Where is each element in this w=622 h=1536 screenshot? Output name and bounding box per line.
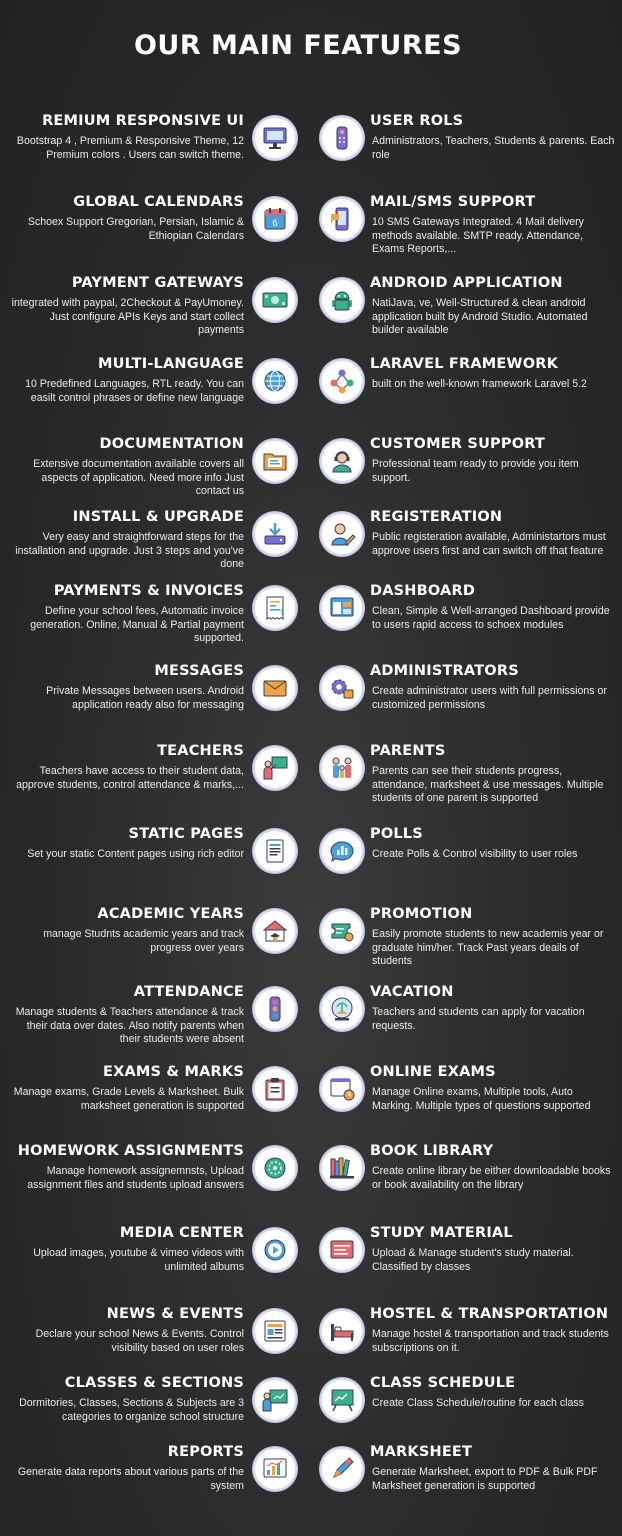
- money-bill-icon: [253, 278, 297, 322]
- document-page-icon: [253, 829, 297, 873]
- feature-dashboard: [370, 582, 616, 632]
- feature-description: Create Polls & Control visibility to user roles: [372, 848, 578, 860]
- feature-classes-sections: [8, 1374, 244, 1424]
- feature-online-exams: [370, 1063, 616, 1113]
- family-icon: [320, 746, 364, 790]
- feature-description: Manage students & Teachers attendance & track their data over dates. Also notify parents when their students were absent: [15, 1006, 244, 1045]
- feature-description: Teachers have access to their student data, approve students, control attendance & marks,...: [16, 765, 244, 791]
- monitor-icon: [253, 116, 297, 160]
- feature-row: [0, 1063, 622, 1143]
- feature-row: [0, 905, 622, 985]
- school-building-icon: [253, 909, 297, 953]
- feature-title: ACADEMIC YEARS: [97, 906, 244, 922]
- feature-description: Bootstrap 4 , Premium & Responsive Theme, 12 Premium colors . Users can switch theme.: [16, 135, 244, 161]
- feature-row: [0, 1142, 622, 1222]
- feature-hostel-transportation: [370, 1305, 616, 1355]
- feature-row: [0, 1224, 622, 1304]
- feature-exams-marks: [8, 1063, 244, 1113]
- feature-promotion: [370, 905, 616, 969]
- teacher-board-icon: [253, 746, 297, 790]
- feature-description: Private Messages between users. Android application ready also for messaging: [46, 685, 244, 711]
- feature-description: Set your static Content pages using rich editor: [27, 848, 244, 860]
- feature-description: 10 Predefined Languages, RTL ready. You can easilt control phrases or define new language: [25, 378, 244, 404]
- feature-description: Define your school fees, Automatic invoice generation. Online, Manual & Partial payment supported.: [30, 605, 244, 644]
- android-icon: [320, 278, 364, 322]
- feature-description: Dormitories, Classes, Sections & Subjects are 3 categories to organize school structure: [19, 1397, 244, 1423]
- remote-control-icon: [320, 116, 364, 160]
- feature-install-upgrade: [8, 508, 244, 572]
- feature-row: [0, 1443, 622, 1523]
- feature-title: BOOK LIBRARY: [370, 1143, 494, 1159]
- vacation-globe-icon: [320, 987, 364, 1031]
- feature-title: ATTENDANCE: [133, 984, 244, 1000]
- feature-title: REPORTS: [167, 1444, 244, 1460]
- svg-text:6: [272, 219, 278, 229]
- feature-vacation: [370, 983, 616, 1033]
- feature-title: INSTALL & UPGRADE: [72, 509, 244, 525]
- feature-reports: [8, 1443, 244, 1493]
- dashboard-icon: [320, 586, 364, 630]
- feature-row: [0, 274, 622, 354]
- feature-description: Administrators, Teachers, Students & parents. Each role: [372, 135, 615, 161]
- feature-academic-years: [8, 905, 244, 955]
- feature-laravel-framework: [370, 355, 616, 392]
- admin-gear-icon: [320, 666, 364, 710]
- feature-multi-language: [8, 355, 244, 405]
- notes-board-icon: [320, 1228, 364, 1272]
- feature-title: REGISTERATION: [370, 509, 503, 525]
- feature-description: Upload images, youtube & vimeo videos with unlimited albums: [33, 1247, 244, 1273]
- feature-title: ONLINE EXAMS: [370, 1064, 496, 1080]
- feature-title: GLOBAL CALENDARS: [73, 194, 244, 210]
- feature-row: [0, 435, 622, 515]
- feature-documentation: [8, 435, 244, 499]
- feature-title: MAIL/SMS SUPPORT: [370, 194, 536, 210]
- feature-book-library: [370, 1142, 616, 1192]
- feature-attendance: [8, 983, 244, 1047]
- feature-payment-gateways: [8, 274, 244, 338]
- feature-title: USER ROLS: [370, 113, 464, 129]
- svg-text:$: $: [280, 608, 285, 616]
- feature-description: Generate data reports about various parts of the system: [17, 1466, 244, 1492]
- feature-teachers: [8, 742, 244, 792]
- globe-icon: [253, 359, 297, 403]
- calendar-icon: [253, 197, 297, 241]
- feature-global-calendars: [8, 193, 244, 243]
- feature-media-center: [8, 1224, 244, 1274]
- feature-title: PROMOTION: [370, 906, 473, 922]
- feature-remium-responsive-ui: [8, 112, 244, 162]
- feature-row: [0, 742, 622, 822]
- feature-title: MESSAGES: [154, 663, 244, 679]
- feature-description: Manage Online exams, Multiple tools, Auto Marking. Multiple types of questions supported: [372, 1086, 591, 1112]
- feature-class-schedule: [370, 1374, 616, 1411]
- feature-title: CLASSES & SECTIONS: [64, 1375, 244, 1391]
- network-icon: [320, 359, 364, 403]
- feature-description: Manage homework assignemnsts, Upload assignment files and students upload answers: [27, 1165, 244, 1191]
- feature-description: Create online library be either downloadable books or book availability on the library: [372, 1165, 611, 1191]
- headset-agent-icon: [320, 439, 364, 483]
- feature-title: PAYMENT GATEWAYS: [71, 275, 244, 291]
- feature-description: NatiJava, ve, Well-Structured & clean android application built by Android Studio. Automated builder available: [372, 297, 588, 336]
- feature-title: LARAVEL FRAMEWORK: [370, 356, 559, 372]
- feature-row: [0, 193, 622, 273]
- invoice-icon: [253, 586, 297, 630]
- feature-title: TEACHERS: [157, 743, 244, 759]
- folder-icon: [253, 439, 297, 483]
- feature-title: REMIUM RESPONSIVE UI: [42, 113, 244, 129]
- feature-user-rols: [370, 112, 616, 162]
- feature-title: DOCUMENTATION: [99, 436, 244, 452]
- feature-description: Create Class Schedule/routine for each class: [372, 1397, 584, 1409]
- feature-description: built on the well-known framework Laravel 5.2: [372, 378, 587, 390]
- feature-title: STATIC PAGES: [128, 826, 244, 842]
- feature-mail-sms-support: [370, 193, 616, 257]
- feature-description: integrated with paypal, 2Checkout & PayUmoney. Just configure APIs Keys and start collect payments: [11, 297, 244, 336]
- feature-title: MARKSHEET: [370, 1444, 473, 1460]
- feature-title: VACATION: [370, 984, 454, 1000]
- feature-row: [0, 1305, 622, 1385]
- feature-row: [0, 112, 622, 192]
- feature-description: Parents can see their students progress, attendance, marksheet & use messages. Multiple students of one parent is supported: [372, 765, 604, 804]
- feature-title: ANDROID APPLICATION: [370, 275, 563, 291]
- play-button-icon: [253, 1228, 297, 1272]
- feature-description: Manage hostel & transportation and track students subscriptions on it.: [372, 1328, 609, 1354]
- feature-description: Public registeration available, Administartors must approve users first and can switch off that feature: [372, 531, 606, 557]
- schedule-board-icon: [320, 1378, 364, 1422]
- feature-title: ADMINISTRATORS: [370, 663, 519, 679]
- feature-administrators: [370, 662, 616, 712]
- feature-row: [0, 825, 622, 905]
- bookshelf-icon: [320, 1146, 364, 1190]
- feature-title: HOSTEL & TRANSPORTATION: [370, 1306, 609, 1322]
- traffic-light-icon: [253, 987, 297, 1031]
- feature-title: EXAMS & MARKS: [102, 1064, 244, 1080]
- feature-news-events: [8, 1305, 244, 1355]
- feature-title: MEDIA CENTER: [119, 1225, 244, 1241]
- feature-title: STUDY MATERIAL: [370, 1225, 513, 1241]
- feature-title: CUSTOMER SUPPORT: [370, 436, 546, 452]
- clipboard-icon: [253, 1067, 297, 1111]
- classroom-board-icon: [253, 1378, 297, 1422]
- feature-description: Teachers and students can apply for vacation requests.: [372, 1006, 585, 1032]
- feature-description: Extensive documentation available covers all aspects of application. Need more info Just contact us: [33, 458, 244, 497]
- feature-homework-assignments: [8, 1142, 244, 1192]
- install-download-icon: [253, 512, 297, 556]
- feature-description: Declare your school News & Events. Control visibility based on user roles: [35, 1328, 244, 1354]
- feature-description: Easily promote students to new academis year or graduate him/her. Track Past years deails of students: [372, 928, 604, 967]
- feature-description: Manage exams, Grade Levels & Marksheet. Bulk marksheet generation is supported: [13, 1086, 244, 1112]
- feature-row: [0, 983, 622, 1063]
- feature-registeration: [370, 508, 616, 558]
- feature-title: PAYMENTS & INVOICES: [53, 583, 244, 599]
- feature-title: HOMEWORK ASSIGNMENTS: [17, 1143, 244, 1159]
- phone-message-icon: [320, 197, 364, 241]
- feature-messages: [8, 662, 244, 712]
- feature-description: 10 SMS Gateways Integrated. 4 Mail delivery methods available. SMTP ready. Attendance, Exams Reports,...: [372, 216, 584, 255]
- feature-description: Clean, Simple & Well-arranged Dashboard provide to users rapid access to schoex modules: [372, 605, 610, 631]
- feature-description: manage Studnts academic years and track progress over years: [43, 928, 244, 954]
- feature-polls: [370, 825, 616, 862]
- calendar-day: 6: [272, 219, 278, 229]
- feature-study-material: [370, 1224, 616, 1274]
- feature-title: PARENTS: [370, 743, 446, 759]
- feature-description: Generate Marksheet, export to PDF & Bulk PDF Marksheet generation is supported: [372, 1466, 598, 1492]
- user-register-icon: [320, 512, 364, 556]
- reports-chart-icon: [253, 1447, 297, 1491]
- promotion-ticket-icon: [320, 909, 364, 953]
- feature-title: CLASS SCHEDULE: [370, 1375, 516, 1391]
- feature-row: [0, 662, 622, 742]
- feature-description: Professional team ready to provide you item support.: [372, 458, 579, 484]
- marker-pen-icon: [320, 1447, 364, 1491]
- feature-row: [0, 355, 622, 435]
- feature-description: Schoex Support Gregorian, Persian, Islamic & Ethiopian Calendars: [27, 216, 244, 242]
- feature-marksheet: [370, 1443, 616, 1493]
- feature-payments-invoices: [8, 582, 244, 646]
- feature-row: [0, 508, 622, 588]
- feature-description: Very easy and straightforward steps for the installation and upgrade. Just 3 steps and you've done: [15, 531, 244, 570]
- feature-customer-support: [370, 435, 616, 485]
- envelope-icon: [253, 666, 297, 710]
- feature-row: [0, 1374, 622, 1454]
- feature-static-pages: [8, 825, 244, 862]
- online-exam-clock-icon: [320, 1067, 364, 1111]
- feature-parents: [370, 742, 616, 806]
- homework-wheel-icon: [253, 1146, 297, 1190]
- page-title: OUR MAIN FEATURES: [133, 30, 463, 61]
- feature-title: NEWS & EVENTS: [106, 1306, 244, 1322]
- feature-description: Upload & Manage student's study material. Classified by classes: [372, 1247, 574, 1273]
- feature-title: POLLS: [370, 826, 423, 842]
- newspaper-icon: [253, 1309, 297, 1353]
- feature-description: Create administrator users with full permissions or customized permissions: [372, 685, 607, 711]
- feature-title: DASHBOARD: [370, 583, 476, 599]
- feature-row: [0, 582, 622, 662]
- poll-chat-icon: [320, 829, 364, 873]
- feature-android-application: [370, 274, 616, 338]
- feature-title: MULTI-LANGUAGE: [97, 356, 244, 372]
- bed-icon: [320, 1309, 364, 1353]
